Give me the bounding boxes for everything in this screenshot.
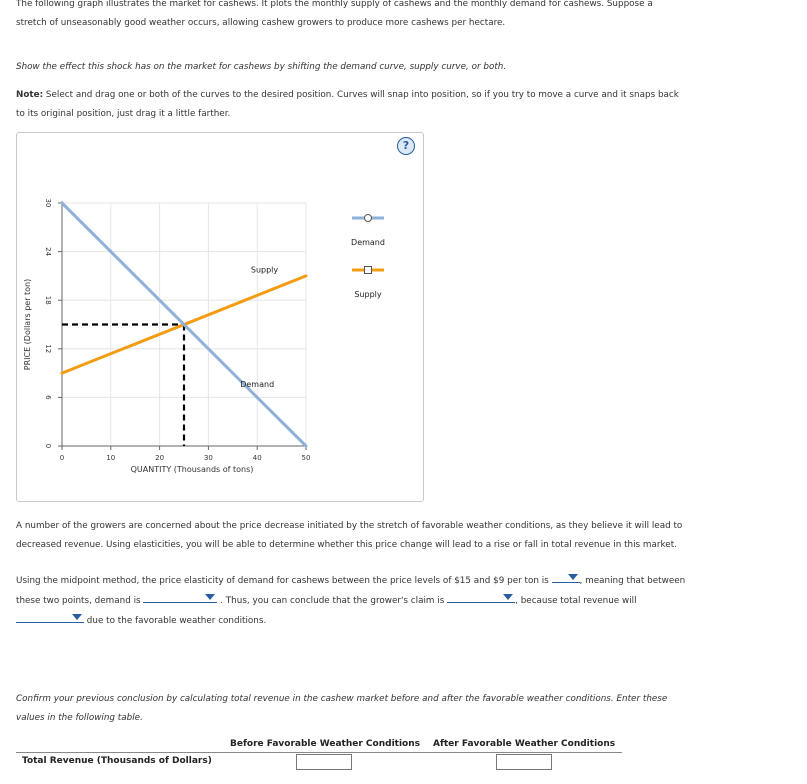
elasticity-text-2: , meaning that between (579, 576, 686, 586)
intro-line-1: The following graph illustrates the market for cashews. It plots the monthly supply of cashews and the monthly demand for cashews. Suppose a (16, 0, 653, 9)
question-line-1: A number of the growers are concerned about the price decrease initiated by the stretch of favorable weather conditions, as they believe it will lead to (16, 521, 683, 531)
legend-supply-marker (365, 267, 372, 274)
x-tick-label: 30 (203, 454, 213, 462)
graph-panel (16, 132, 424, 502)
chevron-down-icon (205, 594, 215, 600)
legend-demand-marker (365, 215, 372, 222)
legend-supply-label: Supply (354, 290, 382, 299)
y-tick-label: 24 (44, 247, 52, 257)
elasticity-text-3: these two points, demand is (16, 596, 141, 606)
note-paragraph (16, 86, 679, 124)
y-axis-title: PRICE (Dollars per ton) (23, 278, 32, 371)
column-header-after: After Favorable Weather Conditions (433, 739, 616, 749)
supply-demand-chart (17, 133, 423, 501)
y-tick-label: 0 (44, 443, 52, 449)
chart-legend (351, 215, 385, 300)
legend-demand-label: Demand (351, 238, 385, 247)
supply-curve-label: Supply (250, 265, 279, 275)
x-tick-label: 10 (106, 454, 116, 462)
revenue-after-input[interactable] (496, 754, 552, 770)
chevron-down-icon (568, 574, 578, 580)
chart-labels (23, 266, 278, 474)
note-line-1: Select and drag one or both of the curves to the desired position. Curves will snap into position, so if you try to move a curve and it snaps back (43, 90, 679, 100)
x-tick-label: 40 (252, 454, 262, 462)
x-axis-title: QUANTITY (Thousands of tons) (130, 465, 254, 474)
x-tick-label: 20 (155, 454, 165, 462)
revenue-change-dropdown[interactable] (16, 611, 84, 623)
elasticity-text-1: Using the midpoint method, the price elasticity of demand for cashews between the price levels of $15 and $9 per ton is (16, 576, 549, 586)
note-line-2: to its original position, just drag it a little farther. (16, 109, 231, 119)
y-tick-label: 6 (44, 395, 52, 400)
intro-paragraph (16, 0, 653, 33)
note-label: Note: (16, 90, 44, 100)
column-header-before: Before Favorable Weather Conditions (230, 739, 420, 749)
revenue-before-input[interactable] (296, 754, 352, 770)
x-tick-label: 50 (301, 454, 311, 462)
chevron-down-icon (72, 614, 82, 620)
elasticity-value-dropdown[interactable] (552, 571, 580, 583)
y-tick-label: 18 (44, 295, 52, 305)
y-tick-label: 12 (44, 344, 52, 354)
row-label-total-revenue: Total Revenue (Thousands of Dollars) (22, 756, 212, 766)
confirm-line-2: values in the following table. (16, 713, 143, 723)
chevron-down-icon (503, 594, 513, 600)
demand-type-dropdown[interactable] (143, 591, 217, 603)
claim-dropdown[interactable] (447, 591, 515, 603)
question-line-2: decreased revenue. Using elasticities, you will be able to determine whether this price change will lead to a rise or fall in total revenue in this market. (16, 540, 677, 550)
table-divider (16, 752, 622, 753)
elasticity-text-4: . Thus, you can conclude that the grower's claim is (220, 596, 445, 606)
y-tick-label: 30 (44, 198, 52, 208)
elasticity-text-6: due to the favorable weather conditions. (86, 616, 267, 626)
confirm-paragraph (16, 690, 667, 728)
instruction-text: Show the effect this shock has on the market for cashews by shifting the demand curve, supply curve, or both. (16, 62, 507, 72)
question-paragraph (16, 517, 682, 555)
x-tick-label: 0 (59, 454, 65, 462)
intro-line-2: stretch of unseasonably good weather occurs, allowing cashew growers to produce more cashews per hectare. (16, 18, 506, 28)
demand-curve-label: Demand (240, 379, 275, 389)
equilibrium-markers (62, 325, 184, 447)
confirm-line-1: Confirm your previous conclusion by calculating total revenue in the cashew market before and after the favorable weather conditions. Enter these (16, 694, 668, 704)
elasticity-text-5: , because total revenue will (515, 596, 637, 606)
help-icon[interactable]: ? (397, 137, 415, 155)
chart-ticks (44, 199, 310, 462)
elasticity-paragraph (16, 571, 685, 631)
